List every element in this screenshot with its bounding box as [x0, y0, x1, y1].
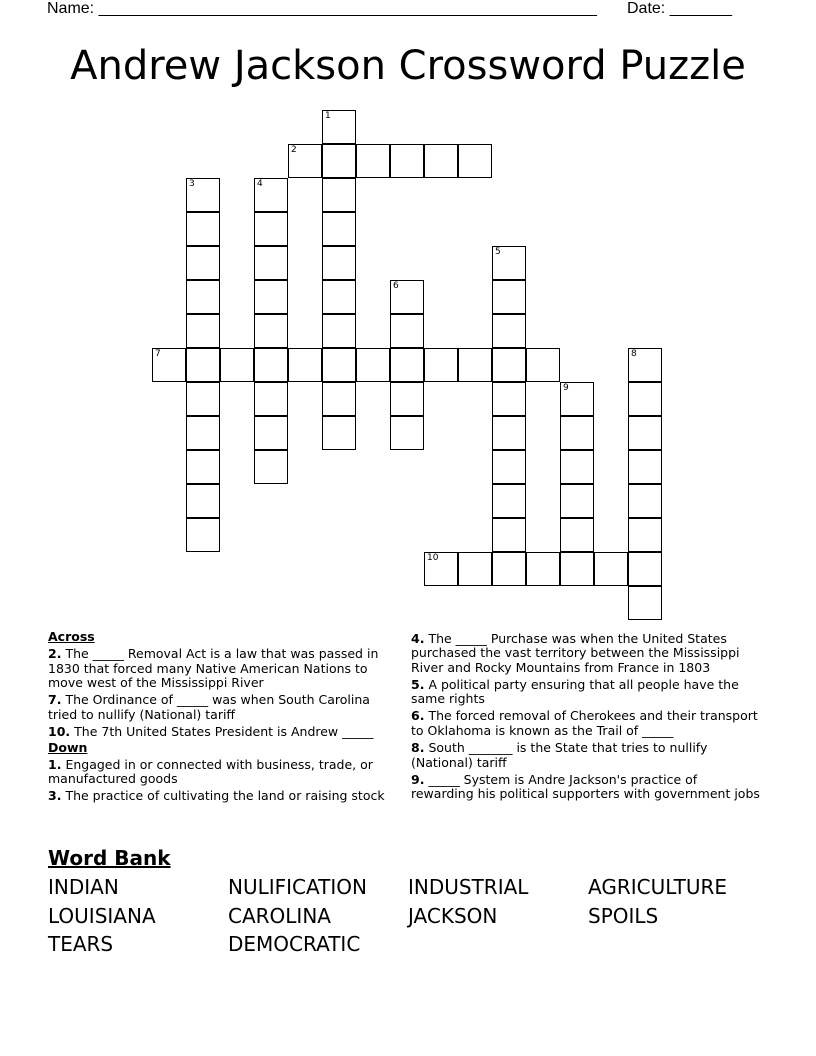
- grid-cell[interactable]: [288, 144, 322, 178]
- grid-cell[interactable]: [322, 314, 356, 348]
- grid-cell[interactable]: [322, 348, 356, 382]
- clue-number: 10.: [48, 724, 71, 740]
- grid-cell[interactable]: [628, 450, 662, 484]
- clue-down-5: [411, 678, 763, 707]
- grid-cell[interactable]: [186, 450, 220, 484]
- clue-down-8: [411, 741, 763, 770]
- grid-cell[interactable]: [492, 416, 526, 450]
- clue-text: A political party ensuring that all people have the same rights: [411, 676, 739, 707]
- grid-cell[interactable]: [322, 246, 356, 280]
- cell-number: 9: [563, 383, 569, 393]
- clue-number: 7.: [48, 692, 62, 708]
- grid-cell[interactable]: [424, 144, 458, 178]
- grid-cell[interactable]: [628, 484, 662, 518]
- grid-cell[interactable]: [492, 314, 526, 348]
- grid-cell[interactable]: [458, 348, 492, 382]
- clues-column-left: [48, 629, 398, 804]
- word-bank-item: AGRICULTURE: [588, 875, 728, 899]
- grid-cell[interactable]: [220, 348, 254, 382]
- clue-number: 3.: [48, 788, 62, 804]
- grid-cell[interactable]: [186, 314, 220, 348]
- grid-cell[interactable]: [628, 552, 662, 586]
- clue-across-10: [48, 725, 398, 740]
- clue-across-7: [48, 693, 398, 722]
- grid-cell[interactable]: [186, 178, 220, 212]
- grid-cell[interactable]: [186, 518, 220, 552]
- across-heading: Across: [48, 629, 95, 644]
- cell-number: 1: [325, 111, 331, 121]
- grid-cell[interactable]: [322, 382, 356, 416]
- word-bank-item: INDUSTRIAL: [408, 875, 529, 899]
- grid-cell[interactable]: [390, 280, 424, 314]
- clue-number: 9.: [411, 771, 425, 787]
- word-bank-item: LOUISIANA: [48, 904, 156, 928]
- grid-cell[interactable]: [492, 246, 526, 280]
- word-bank-item: DEMOCRATIC: [228, 932, 361, 956]
- cell-number: 8: [631, 349, 637, 359]
- grid-cell[interactable]: [186, 382, 220, 416]
- cell-number: 2: [291, 145, 297, 155]
- clue-text: The Ordinance of _____ was when South Carolina tried to nullify (National) tariff: [48, 692, 370, 722]
- clue-text: The _____ Removal Act is a law that was passed in 1830 that forced many Native American Nations to move west of the Mississippi River: [48, 646, 379, 691]
- grid-cell[interactable]: [254, 314, 288, 348]
- clue-number: 8.: [411, 740, 425, 756]
- grid-cell[interactable]: [254, 246, 288, 280]
- word-bank-item: TEARS: [48, 932, 114, 956]
- clue-number: 1.: [48, 756, 62, 772]
- grid-cell[interactable]: [458, 552, 492, 586]
- down-heading: Down: [48, 739, 88, 755]
- word-bank-item: INDIAN: [48, 875, 119, 899]
- cell-number: 6: [393, 281, 399, 291]
- grid-cell[interactable]: [322, 110, 356, 144]
- grid-cell[interactable]: [322, 416, 356, 450]
- cell-number: 7: [155, 349, 161, 359]
- clue-text: _____ System is Andre Jackson's practice of rewarding his political supporters with government jobs: [411, 771, 760, 802]
- grid-cell[interactable]: [322, 178, 356, 212]
- grid-cell[interactable]: [186, 212, 220, 246]
- clue-down-9: [411, 773, 763, 802]
- grid-cell[interactable]: [390, 314, 424, 348]
- clue-text: The practice of cultivating the land or raising stock: [65, 788, 385, 804]
- clue-down-1: [48, 758, 398, 787]
- grid-cell[interactable]: [254, 450, 288, 484]
- grid-cell[interactable]: [458, 144, 492, 178]
- grid-cell[interactable]: [390, 144, 424, 178]
- grid-cell[interactable]: [560, 552, 594, 586]
- grid-cell[interactable]: [628, 518, 662, 552]
- clue-number: 2.: [48, 646, 62, 662]
- grid-cell[interactable]: [390, 382, 424, 416]
- grid-cell[interactable]: [492, 348, 526, 382]
- date-line: Date: _______: [627, 0, 732, 17]
- grid-cell[interactable]: [390, 348, 424, 382]
- grid-cell[interactable]: [526, 348, 560, 382]
- clue-text: The _____ Purchase was when the United States purchased the vast territory between the Mississippi River and Rocky Mountains from France in 1803: [411, 630, 740, 675]
- grid-cell[interactable]: [186, 280, 220, 314]
- grid-cell[interactable]: [492, 280, 526, 314]
- clue-text: South _______ is the State that tries to nullify (National) tariff: [411, 740, 708, 770]
- grid-cell[interactable]: [492, 450, 526, 484]
- clue-number: 6.: [411, 708, 425, 724]
- cell-number: 4: [257, 179, 263, 189]
- clue-down-6: [411, 709, 763, 738]
- grid-cell[interactable]: [322, 144, 356, 178]
- grid-cell[interactable]: [322, 280, 356, 314]
- grid-cell[interactable]: [254, 178, 288, 212]
- grid-cell[interactable]: [254, 382, 288, 416]
- grid-cell[interactable]: [560, 518, 594, 552]
- grid-cell[interactable]: [186, 484, 220, 518]
- grid-cell[interactable]: [628, 586, 662, 620]
- cell-number: 10: [427, 553, 439, 563]
- cell-number: 5: [495, 247, 501, 257]
- grid-cell[interactable]: [492, 382, 526, 416]
- grid-cell[interactable]: [560, 484, 594, 518]
- grid-cell[interactable]: [594, 552, 628, 586]
- grid-cell[interactable]: [254, 280, 288, 314]
- grid-cell[interactable]: [322, 212, 356, 246]
- grid-cell[interactable]: [356, 144, 390, 178]
- grid-cell[interactable]: [628, 416, 662, 450]
- clue-text: Engaged in or connected with business, trade, or manufactured goods: [48, 756, 373, 787]
- grid-cell[interactable]: [492, 484, 526, 518]
- clue-text: The 7th United States President is Andrew _____: [74, 724, 374, 740]
- name-line: Name: ________________________________________________________: [47, 0, 597, 17]
- word-bank-item: SPOILS: [588, 904, 659, 928]
- grid-cell[interactable]: [186, 348, 220, 382]
- cell-number: 3: [189, 179, 195, 189]
- grid-cell[interactable]: [628, 348, 662, 382]
- grid-cell[interactable]: [254, 348, 288, 382]
- clue-across-2: [48, 647, 398, 691]
- clue-number: 5.: [411, 676, 425, 692]
- grid-cell[interactable]: [492, 552, 526, 586]
- clue-down-4: [411, 632, 763, 676]
- page-title: Andrew Jackson Crossword Puzzle: [70, 43, 746, 89]
- word-bank-item: NULIFICATION: [228, 875, 367, 899]
- word-bank-item: CAROLINA: [228, 904, 331, 928]
- grid-cell[interactable]: [254, 212, 288, 246]
- grid-cell[interactable]: [424, 552, 458, 586]
- grid-cell[interactable]: [526, 552, 560, 586]
- grid-cell[interactable]: [186, 416, 220, 450]
- word-bank-title: Word Bank: [48, 846, 171, 870]
- grid-cell[interactable]: [628, 382, 662, 416]
- grid-cell[interactable]: [356, 348, 390, 382]
- clues-column-right: [411, 629, 763, 802]
- grid-cell[interactable]: [254, 416, 288, 450]
- grid-cell[interactable]: [560, 450, 594, 484]
- word-bank-item: JACKSON: [408, 904, 498, 928]
- clue-down-3: [48, 789, 398, 804]
- grid-cell[interactable]: [390, 416, 424, 450]
- grid-cell[interactable]: [560, 416, 594, 450]
- clue-text: The forced removal of Cherokees and their transport to Oklahoma is known as the Trail of _____: [411, 708, 758, 739]
- grid-cell[interactable]: [424, 348, 458, 382]
- grid-cell[interactable]: [288, 348, 322, 382]
- grid-cell[interactable]: [186, 246, 220, 280]
- grid-cell[interactable]: [492, 518, 526, 552]
- grid-cell[interactable]: [560, 382, 594, 416]
- clue-number: 4.: [411, 630, 425, 646]
- grid-cell[interactable]: [152, 348, 186, 382]
